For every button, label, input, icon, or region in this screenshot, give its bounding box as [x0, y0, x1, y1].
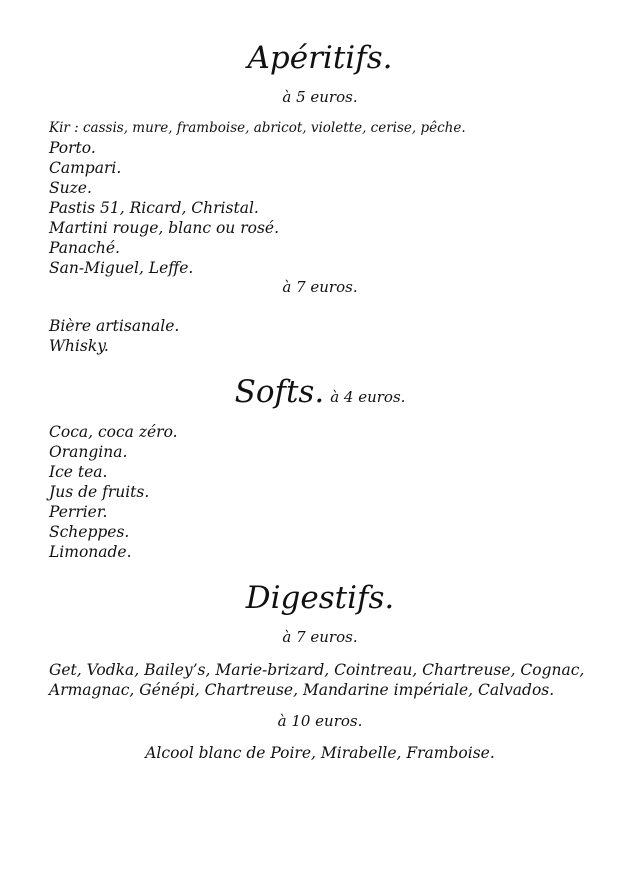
list-item: Kir : cassis, mure, framboise, abricot, violette, cerise, pêche. [49, 120, 466, 136]
digestifs-line: Get, Vodka, Bailey’s, Marie-brizard, Cointreau, Chartreuse, Cognac, [49, 661, 585, 679]
digestifs-list-10: Alcool blanc de Poire, Mirabelle, Framboise. [145, 744, 495, 762]
list-item: San-Miguel, Leffe. [49, 259, 194, 277]
digestifs-title: Digestifs. [245, 580, 395, 616]
aperitifs-list-7 [49, 316, 179, 356]
list-item: Campari. [49, 159, 122, 177]
list-item: Scheppes. [49, 523, 130, 541]
list-item: Jus de fruits. [49, 483, 150, 501]
list-item: Pastis 51, Ricard, Christal. [49, 199, 259, 217]
list-item: Orangina. [49, 443, 128, 461]
list-item: Panaché. [49, 239, 120, 257]
softs-price: à 4 euros. [330, 388, 406, 406]
aperitifs-title: Apéritifs. [247, 40, 393, 76]
digestifs-price-10: à 10 euros. [277, 712, 363, 730]
list-item: Ice tea. [49, 463, 108, 481]
list-item: Perrier. [49, 503, 108, 521]
softs-title: Softs. [234, 374, 325, 410]
aperitifs-price-5: à 5 euros. [282, 88, 358, 106]
digestifs-list-7 [49, 660, 609, 700]
list-item: Suze. [49, 179, 92, 197]
digestifs-price-7: à 7 euros. [282, 628, 358, 646]
list-item: Bière artisanale. [49, 317, 180, 335]
list-item: Limonade. [49, 543, 132, 561]
aperitifs-list-5 [49, 118, 466, 278]
digestifs-line: Armagnac, Génépi, Chartreuse, Mandarine impériale, Calvados. [49, 681, 555, 699]
softs-heading [0, 374, 640, 410]
list-item: Martini rouge, blanc ou rosé. [49, 219, 279, 237]
list-item: Whisky. [49, 337, 109, 355]
aperitifs-price-7: à 7 euros. [282, 278, 358, 296]
list-item: Coca, coca zéro. [49, 423, 178, 441]
list-item: Porto. [49, 139, 96, 157]
softs-list [49, 422, 178, 562]
